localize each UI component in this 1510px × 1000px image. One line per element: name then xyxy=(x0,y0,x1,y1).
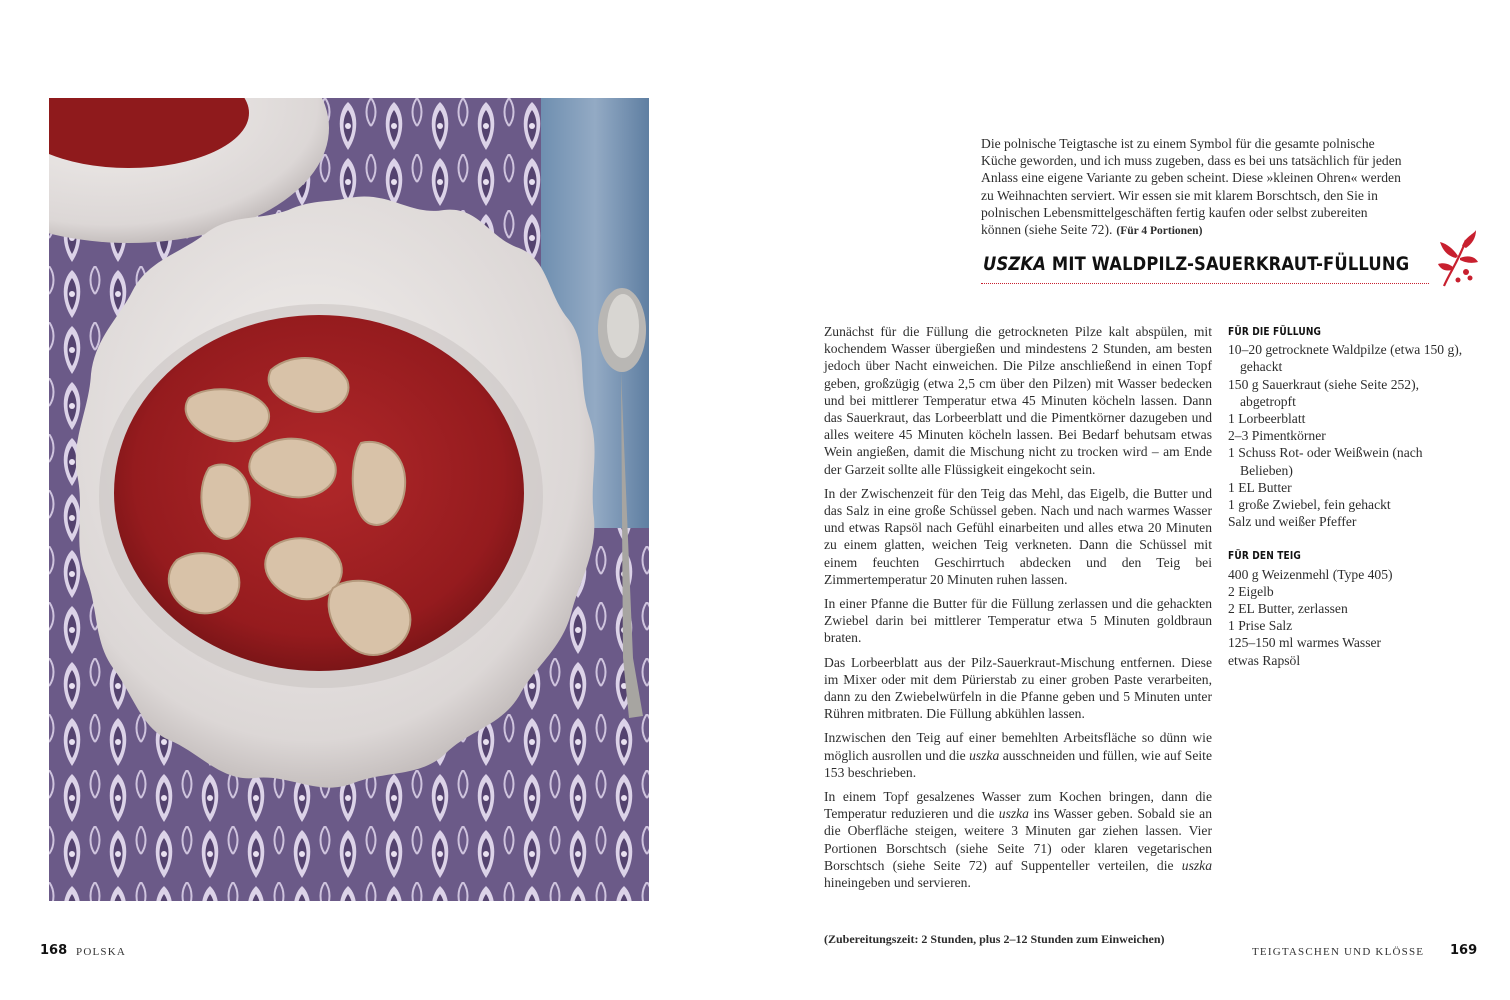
filling-list xyxy=(1228,341,1468,530)
method-step-6-c: hineingeben und servieren. xyxy=(824,875,971,891)
floral-ornament-icon xyxy=(1436,228,1480,288)
list-item: 150 g Sauerkraut (siehe Seite 252), abgetropft xyxy=(1228,376,1420,409)
method-step-6-b: ins Wasser geben. Sobald sie an die Oberfläche steigen, weitere 3 Minuten gar ziehen lassen. Vier Portionen Borschtsch (siehe Seite 71) oder klaren vegetarischen Borschtsch (siehe Seite 72) auf Suppenteller verteilen, die xyxy=(824,806,1212,873)
list-item: 1 Schuss Rot- oder Weißwein (nach Belieben) xyxy=(1228,445,1423,478)
method-step-4: Das Lorbeerblatt aus der Pilz-Sauerkraut-Mischung entfernen. Diese im Mixer oder mit dem Pürierstab zu einer groben Paste verarbeiten, dann zu den Zwiebelwürfeln in die Pfanne geben und 5 Minuten unter Rühren mitbraten. Die Füllung abkühlen lassen. xyxy=(824,654,1212,722)
method-step-5-a: Inzwischen den Teig auf einer bemehlten Arbeitsfläche so dünn wie möglich ausrollen und die xyxy=(824,730,1212,763)
title-dotted-rule xyxy=(981,283,1429,284)
filling-heading: FÜR DIE FÜLLUNG xyxy=(1228,325,1322,338)
list-item: 2 EL Butter, zerlassen xyxy=(1228,601,1348,617)
list-item: 2–3 Pimentkörner xyxy=(1228,428,1326,444)
method-step-5-italic: uszka xyxy=(969,747,1000,763)
dough-list xyxy=(1228,566,1468,669)
list-item: 125–150 ml warmes Wasser xyxy=(1228,635,1382,651)
method-step-3: In einer Pfanne die Butter für die Füllung zerlassen und die gehackten Zwiebel darin bei mittlerer Temperatur etwa 5 Minuten goldbraun braten. xyxy=(824,596,1212,646)
list-item: 1 EL Butter xyxy=(1228,479,1292,495)
method-step-5-b: ausschneiden und füllen, wie auf Seite 153 beschrieben. xyxy=(824,747,1212,780)
recipe-photo xyxy=(49,98,649,901)
list-item: 2 Eigelb xyxy=(1228,583,1274,599)
preparation-time: (Zubereitungszeit: 2 Stunden, plus 2–12 Stunden zum Einweichen) xyxy=(824,932,1165,946)
list-item: 400 g Weizenmehl (Type 405) xyxy=(1228,566,1393,582)
ingredients xyxy=(1228,323,1468,686)
title-italic-part: USZKA xyxy=(983,253,1047,275)
title-rest: MIT WALDPILZ-SAUERKRAUT-FÜLLUNG xyxy=(1046,253,1410,275)
page-number-right: 169 xyxy=(1450,943,1478,958)
method-step-5 xyxy=(824,729,1212,781)
portions-note: (Für 4 Portionen) xyxy=(1116,225,1203,238)
dough-heading: FÜR DEN TEIG xyxy=(1228,549,1301,563)
method-step-6-a: In einem Topf gesalzenes Wasser zum Kochen bringen, dann die Temperatur reduzieren und die xyxy=(824,789,1212,822)
method-step-6-italic: uszka xyxy=(998,806,1029,822)
method-step-2: In der Zwischenzeit für den Teig das Mehl, das Eigelb, die Butter und das Salz in eine große Schüssel geben. Nach und nach warmes Wasser und etwas Rapsöl nach Gefühl einarbeiten und alles etwa 20 Minuten zu einem glatten, weichen Teig verkneten. Dann die Schüssel mit einem feuchten Geschirrtuch abdecken und den Teig bei Zimmertemperatur 20 Minuten ruhen lassen. xyxy=(824,485,1212,587)
running-head-left: POLSKA xyxy=(76,946,126,958)
method-step-6-italic-2: uszka xyxy=(1181,857,1212,873)
method-step-1: Zunächst für die Füllung die getrockneten Pilze kalt abspülen, mit kochendem Wasser übergießen und mindestens 2 Stunden, am besten jedoch über Nacht einweichen. Die Pilze anschließend in einen Topf geben, großzügig (etwa 2,5 cm über den Pilzen) mit Wasser bedecken und bei mittlerer Temperatur etwa 45 Minuten köcheln lassen. Dann das Sauerkraut, das Lorbeerblatt und die Pimentkörner dazugeben und alles weitere 45 Minuten köcheln lassen. Bei Bedarf behutsam etwas Wein angießen, damit die Mischung nicht zu trocken wird – am Ende der Garzeit sollte alle Flüssigkeit eingekocht sein. xyxy=(824,324,1212,477)
recipe-title xyxy=(983,253,1410,275)
list-item: Salz und weißer Pfeffer xyxy=(1228,514,1357,530)
list-item: 1 Prise Salz xyxy=(1228,618,1293,634)
method-text xyxy=(824,323,1212,898)
list-item: 10–20 getrocknete Waldpilze (etwa 150 g), gehackt xyxy=(1228,342,1463,375)
list-item: etwas Rapsöl xyxy=(1228,652,1301,668)
intro-text: Die polnische Teigtasche ist zu einem Symbol für die gesamte polnische Küche geworden, und ich muss zugeben, dass es bei uns tatsächlich für jeden Anlass eine eigene Variante zu geben scheint. Diese »kleinen Ohren« werden zu Weihnachten serviert. Wir essen sie mit klarem Borschtsch, den Sie in polnischen Lebensmittelgeschäften fertig kaufen oder selbst zubereiten können (siehe Seite 72). xyxy=(981,136,1402,238)
running-head-right: TEIGTASCHEN UND KLÖSSE xyxy=(1252,946,1425,958)
page-number-left: 168 xyxy=(40,943,68,958)
list-item: 1 Lorbeerblatt xyxy=(1228,411,1306,427)
list-item: 1 große Zwiebel, fein gehackt xyxy=(1228,497,1391,513)
method-step-6 xyxy=(824,788,1212,891)
recipe-intro xyxy=(981,135,1406,240)
borscht-uszka-photo xyxy=(49,98,649,901)
